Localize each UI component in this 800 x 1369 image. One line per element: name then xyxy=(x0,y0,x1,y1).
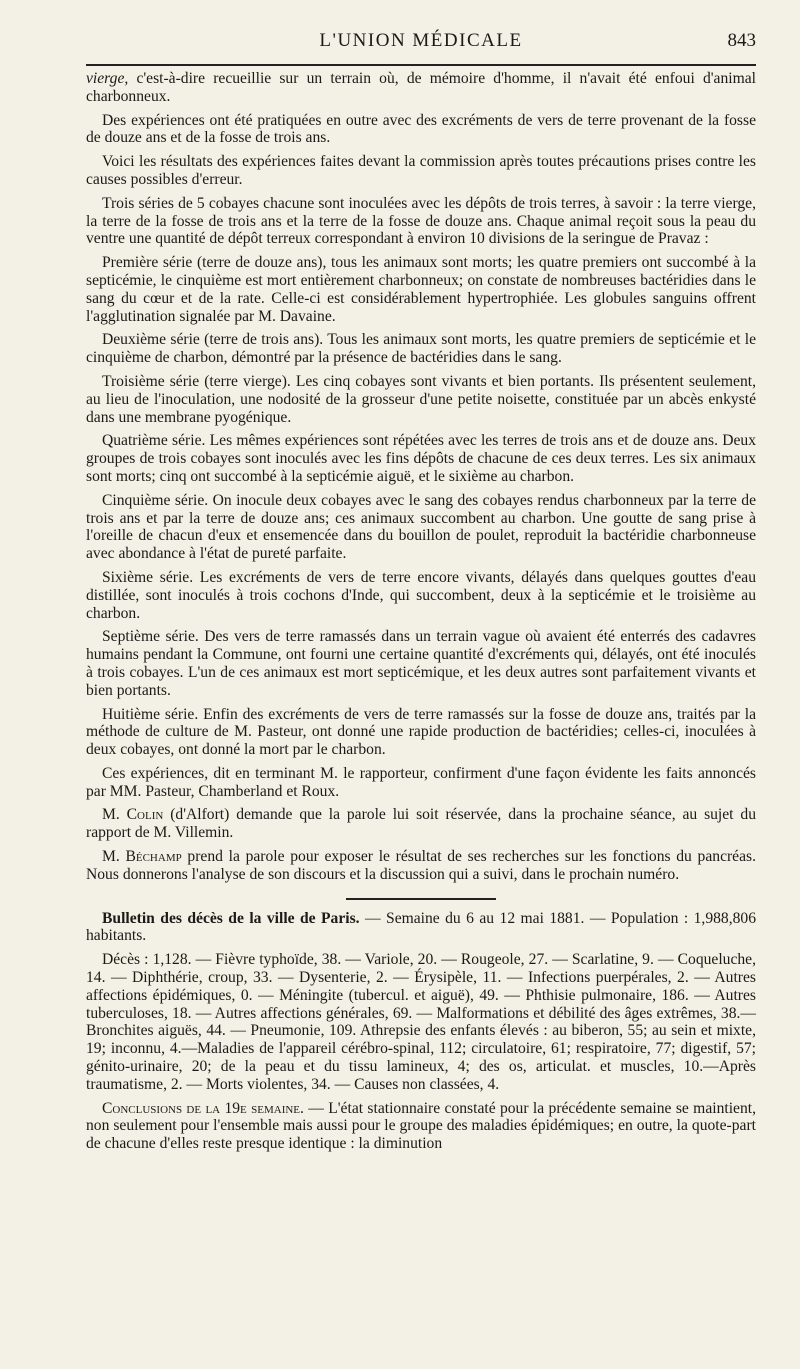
conclusions-label: Conclusions de la 19e semaine. xyxy=(102,1099,304,1117)
paragraph: Voici les résultats des expériences faites devant la commission après toutes précautions prises contre les causes possibles d'erreur. xyxy=(86,153,756,188)
bulletin-deaths: Décès : 1,128. — Fièvre typhoïde, 38. — Variole, 20. — Rougeole, 27. — Scarlatine, 9. — Coqueluche, 14. — Diphthérie, croup, 33. — Dysenterie, 2. — Érysipèle, 11. — Infections puerpérales, 2. — Autres affections épidémiques, 0. — Méningite (tubercul. et aiguë), 49. — Phthisie pulmonaire, 186. — Autres tuberculoses, 18. — Autres affections générales, 69. — Malformations et débilité des âges extrêmes, 38.— Bronchites aiguës, 44. — Pneumonie, 109. Athrepsie des enfants élevés : au biberon, 55; au sein et mixte, 19; inconnu, 4.—Maladies de l'appareil cérébro-spinal, 112; circulatoire, 61; respiratoire, 77; digestif, 57; génito-urinaire, 20; de la peau et du tissu lamineux, 4; des os, articulat. et muscles, 10.—Après traumatisme, 2. — Morts violentes, 34. — Causes non classées, 4. xyxy=(86,951,756,1093)
conclusions-text: — L'état stationnaire constaté pour la précédente semaine se maintient, non seulement pour l'ensemble mais aussi pour le groupe des maladies épidémiques; en outre, la quote-part de chacune d'elles reste presque identique : la diminution xyxy=(86,1099,756,1153)
paragraph: Deuxième série (terre de trois ans). Tous les animaux sont morts, les quatre premiers de septicémie et le cinquième de charbon, démontré par la présence de bactéridies dans le sang. xyxy=(86,331,756,367)
bulletin-conclusions xyxy=(86,1100,756,1153)
bulletin-title: Bulletin des décès de la ville de Paris. xyxy=(102,909,360,927)
running-header xyxy=(86,28,756,56)
speaker-name: Béchamp xyxy=(125,848,182,866)
bulletin-heading xyxy=(86,910,756,946)
speaker-name: Colin xyxy=(126,806,164,824)
section-divider xyxy=(346,898,496,900)
paragraph xyxy=(86,70,756,106)
bechamp-paragraph xyxy=(86,848,756,884)
page-number: 843 xyxy=(727,30,756,51)
journal-title: L'UNION MÉDICALE xyxy=(319,30,523,51)
paragraph: Sixième série. Les excréments de vers de terre encore vivants, délayés dans quelques gouttes d'eau distillée, sont inoculés à trois cochons d'Inde, qui succombent, deux à la septicémie et le troisième au charbon. xyxy=(86,568,756,622)
paragraph: Quatrième série. Les mêmes expériences sont répétées avec les terres de trois ans et de douze ans. Deux groupes de trois cobayes sont inoculés avec les fins dépôts de chacune de ces deux terres. Les six animaux sont morts; cinq ont succombé à la septicémie aiguë, et le sixième au charbon. xyxy=(86,432,756,485)
paragraph: Huitième série. Enfin des excréments de vers de terre ramassés sur la fosse de douze ans, traités par la méthode de culture de M. Pasteur, ont donné une rapide production de bactéridies; celles-ci, inoculées à deux cobayes, ont donné la mort par le charbon. xyxy=(86,705,756,759)
paragraph: Cinquième série. On inocule deux cobayes avec le sang des cobayes rendus charbonneux par la terre de trois ans et par la terre de douze ans; ces animaux succombent au charbon. Une goutte de sang prise à l'oreille de chacun d'eux et ensemencée dans du bouillon de poulet, reproduit la bactéridie charbonneuse avec abondance à l'état de pureté parfaite. xyxy=(86,491,756,563)
speaker-prefix: M. xyxy=(102,806,127,824)
paragraph-text: c'est-à-dire recueillie sur un terrain où, de mémoire d'homme, il n'avait été enfoui d'animal charbonneux. xyxy=(86,70,756,105)
italic-lead: vierge, xyxy=(86,70,129,87)
article-body xyxy=(86,70,756,1159)
bulletin-intro: — Semaine du 6 au 12 mai 1881. — Population : 1,988,806 habitants. xyxy=(86,909,757,945)
paragraph: Ces expériences, dit en terminant M. le rapporteur, confirment d'une façon évidente les faits annoncés par MM. Pasteur, Chamberland et Roux. xyxy=(86,764,756,800)
paragraph-text: prend la parole pour exposer le résultat de ses recherches sur les fonctions du pancréas. Nous donnerons l'analyse de son discours et la discussion qui a suivi, dans le prochain numéro. xyxy=(86,848,756,883)
colin-paragraph xyxy=(86,806,756,842)
header-rule xyxy=(86,64,756,66)
paragraph: Des expériences ont été pratiquées en outre avec des excréments de vers de terre provenant de la fosse de douze ans et de la fosse de trois ans. xyxy=(86,111,756,147)
paragraph: Première série (terre de douze ans), tous les animaux sont morts; les quatre premiers ont succombé à la septicémie, le cinquième est mort entièrement charbonneux; on constate de nombreuses bactéridies dans le sang du cœur et de la rate. Celle-ci est considérablement hypertrophiée. Les globules sanguins offrent l'agglutination signalée par M. Davaine. xyxy=(86,254,756,325)
paragraph: Trois séries de 5 cobayes chacune sont inoculées avec les dépôts de trois terres, à savoir : la terre vierge, la terre de la fosse de trois ans et la terre de la fosse de douze ans. Chaque animal reçoit sous la peau du ventre une quantité de dépôt terreux correspondant à environ 10 divisions de la seringue de Pravaz : xyxy=(86,194,756,248)
paragraph: Troisième série (terre vierge). Les cinq cobayes sont vivants et bien portants. Ils présentent seulement, au lieu de l'inoculation, une nodosité de la grosseur d'une petite noisette, constituée par un abcès enkysté dans une membrane pyogénique. xyxy=(86,372,756,426)
paragraph: Septième série. Des vers de terre ramassés dans un terrain vague où avaient été enterrés des cadavres humains pendant la Commune, ont fourni une certaine quantité d'excréments qui, délayés, ont été inoculés à trois cobayes. L'un de ces animaux est mort septicémique, et les deux autres sont parfaitement vivants et bien portants. xyxy=(86,628,756,699)
paragraph-text: (d'Alfort) demande que la parole lui soit réservée, dans la prochaine séance, au sujet du rapport de M. Villemin. xyxy=(86,806,756,842)
speaker-prefix: M. xyxy=(102,848,126,866)
